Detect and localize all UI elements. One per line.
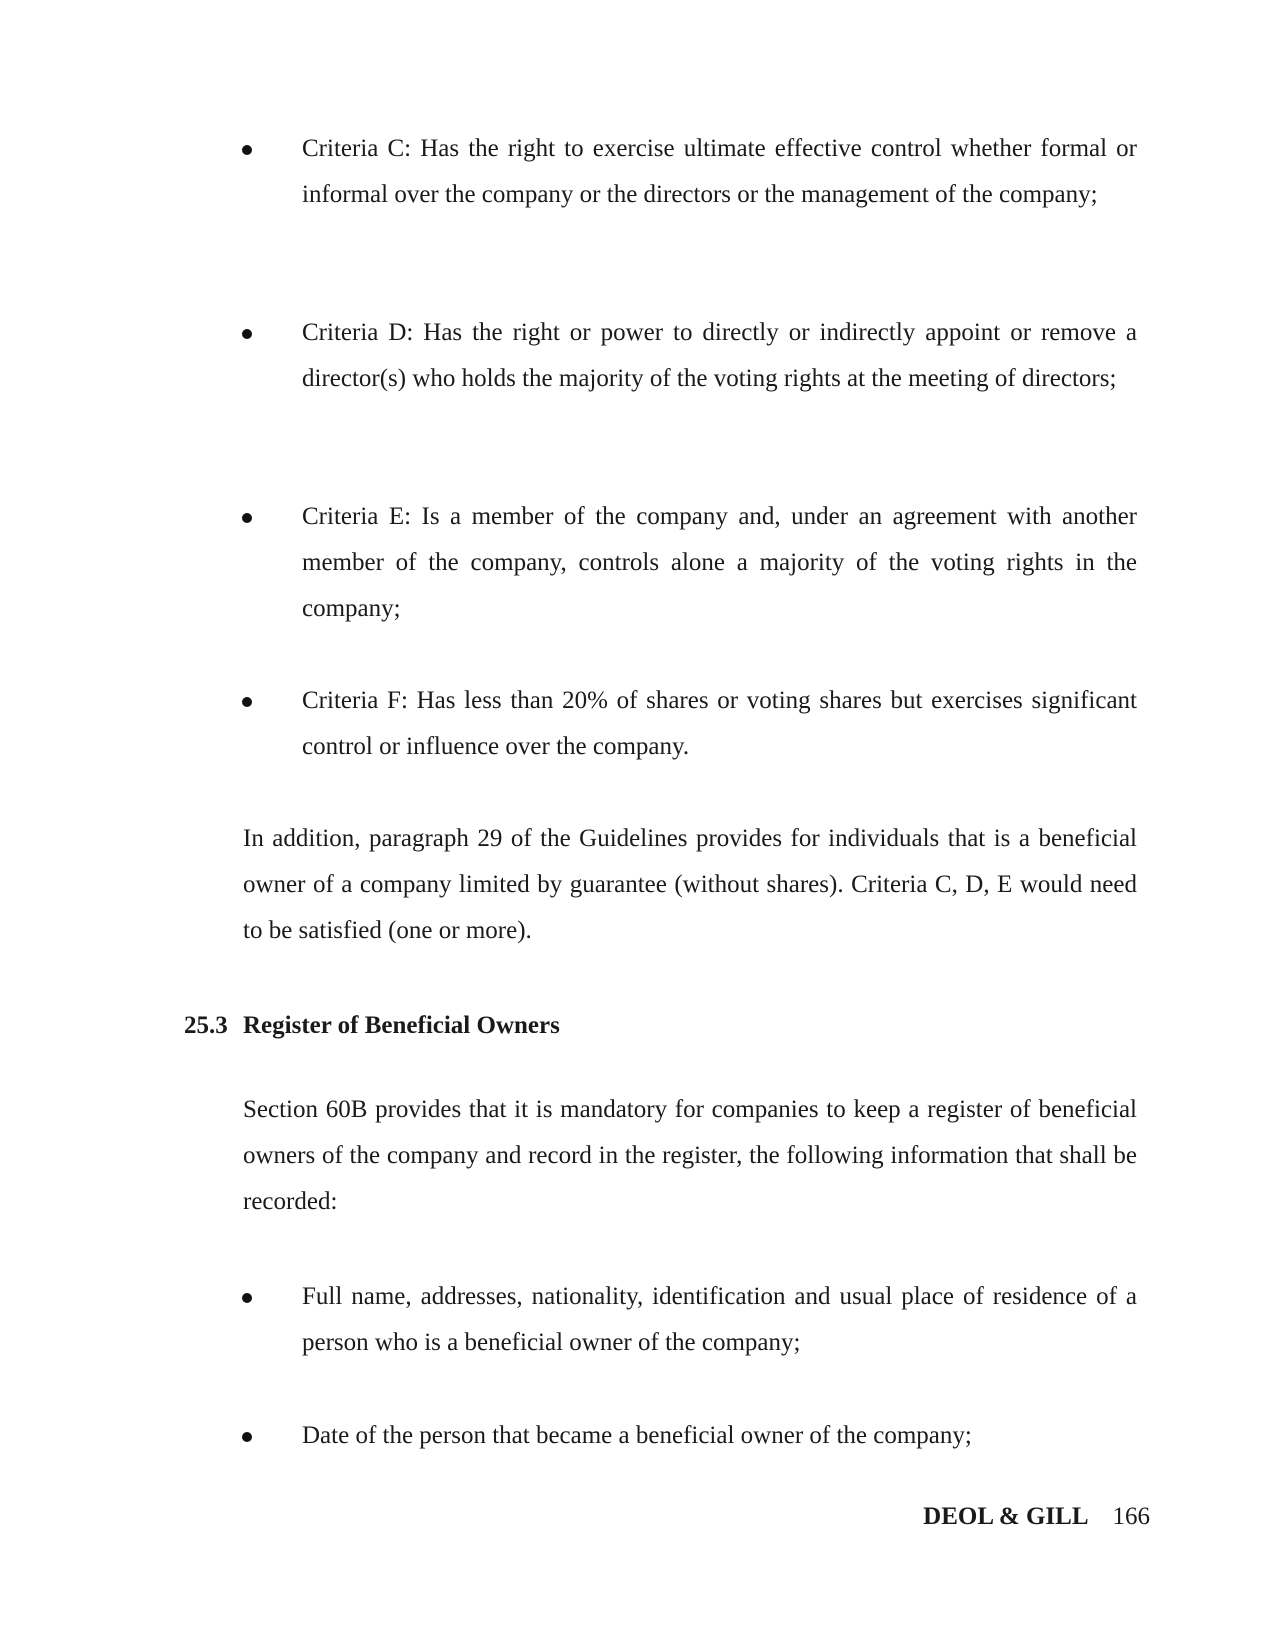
bullet-text: Criteria E: Is a member of the company and, under an agreement with another member of the company, controls alone a majority of the voting rights in the company;: [302, 503, 1137, 622]
page-footer: [923, 1503, 1150, 1531]
section-heading: [184, 1012, 560, 1040]
bullet-dot-icon: [242, 697, 252, 707]
bullet-dot-icon: [242, 513, 252, 523]
bullet-dot-icon: [242, 1293, 252, 1303]
bullet-text: Date of the person that became a beneficial owner of the company;: [302, 1422, 972, 1449]
section-title: Register of Beneficial Owners: [243, 1012, 560, 1039]
body-paragraph: In addition, paragraph 29 of the Guidelines provides for individuals that is a beneficial owner of a company limited by guarantee (without shares). Criteria C, D, E would need to be satisfied (one or more).: [243, 825, 1137, 944]
footer-firm-name: DEOL & GILL: [923, 1503, 1089, 1530]
section-number: 25.3: [184, 1012, 228, 1039]
bullet-dot-icon: [242, 1432, 252, 1442]
bullet-dot-icon: [242, 329, 252, 339]
bullet-text: Criteria C: Has the right to exercise ultimate effective control whether formal or informal over the company or the directors or the management of the company;: [302, 135, 1137, 208]
page-number: 166: [1112, 1503, 1150, 1530]
bullet-dot-icon: [242, 145, 252, 155]
body-paragraph: Section 60B provides that it is mandatory for companies to keep a register of beneficial owners of the company and record in the register, the following information that shall be recorded:: [243, 1096, 1137, 1215]
bullet-text: Criteria D: Has the right or power to directly or indirectly appoint or remove a director(s) who holds the majority of the voting rights at the meeting of directors;: [302, 319, 1137, 392]
bullet-text: Criteria F: Has less than 20% of shares or voting shares but exercises significant control or influence over the company.: [302, 687, 1137, 760]
bullet-text: Full name, addresses, nationality, identification and usual place of residence of a person who is a beneficial owner of the company;: [302, 1283, 1137, 1356]
